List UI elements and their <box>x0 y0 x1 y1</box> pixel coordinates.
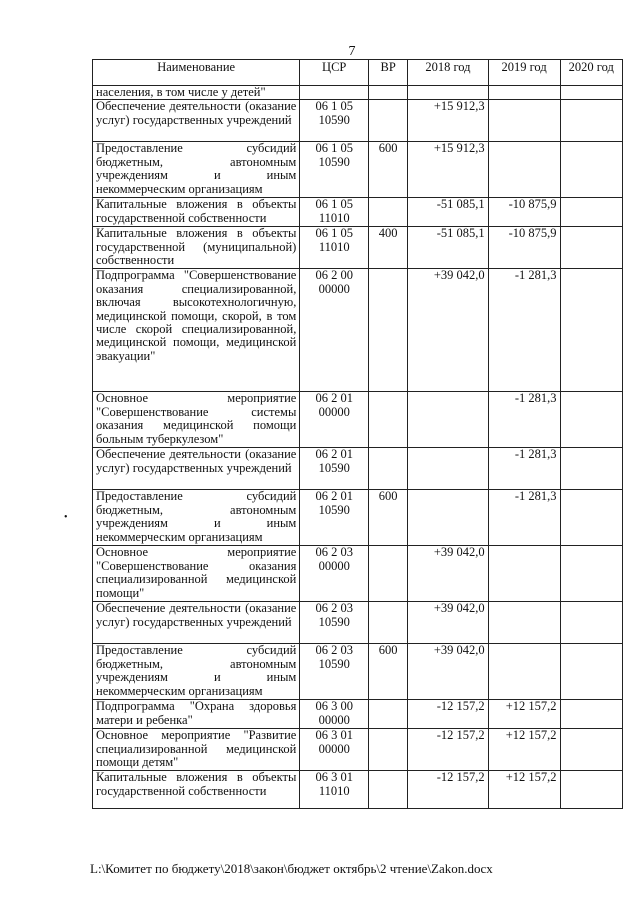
cell-csr <box>300 86 369 100</box>
cell-2019: -10 875,9 <box>488 198 560 227</box>
cell-2019 <box>488 644 560 700</box>
header-vr: ВР <box>369 60 408 86</box>
cell-2018: +39 042,0 <box>408 644 488 700</box>
cell-2019: -1 281,3 <box>488 448 560 490</box>
cell-2020 <box>560 546 622 602</box>
table-row <box>93 546 623 602</box>
cell-name: Капитальные вложения в объекты государственной собственности <box>93 771 300 809</box>
cell-2018 <box>408 490 488 546</box>
cell-name: Капитальные вложения в объекты государственной собственности <box>93 198 300 227</box>
cell-csr: 06 2 01 00000 <box>300 392 369 448</box>
cell-vr <box>369 546 408 602</box>
cell-vr: 400 <box>369 227 408 269</box>
cell-name: населения, в том числе у детей" <box>93 86 300 100</box>
budget-table <box>92 59 623 809</box>
cell-vr <box>369 86 408 100</box>
cell-2019: -1 281,3 <box>488 392 560 448</box>
footer-file-path: L:\Комитет по бюджету\2018\закон\бюджет октябрь\2 чтение\Zakon.docx <box>90 861 493 876</box>
cell-2020 <box>560 392 622 448</box>
header-2020: 2020 год <box>560 60 622 86</box>
cell-name: Подпрограмма "Охрана здоровья матери и ребенка" <box>93 700 300 729</box>
margin-mark: • <box>64 512 68 523</box>
cell-csr: 06 3 00 00000 <box>300 700 369 729</box>
cell-2018: -12 157,2 <box>408 729 488 771</box>
cell-2018: +39 042,0 <box>408 269 488 392</box>
cell-2020 <box>560 142 622 198</box>
cell-2019: +12 157,2 <box>488 700 560 729</box>
table-row <box>93 729 623 771</box>
cell-2019: +12 157,2 <box>488 729 560 771</box>
cell-csr: 06 1 05 11010 <box>300 198 369 227</box>
cell-csr: 06 1 05 10590 <box>300 100 369 142</box>
cell-name: Предоставление субсидий бюджетным, автономным учреждениям и иным некоммерческим организациям <box>93 142 300 198</box>
cell-vr <box>369 602 408 644</box>
cell-csr: 06 2 03 10590 <box>300 602 369 644</box>
cell-2019 <box>488 602 560 644</box>
cell-name: Основное мероприятие "Совершенствование оказания специализированной медицинской помощи" <box>93 546 300 602</box>
cell-vr <box>369 771 408 809</box>
cell-vr <box>369 392 408 448</box>
cell-2020 <box>560 771 622 809</box>
cell-csr: 06 3 01 11010 <box>300 771 369 809</box>
header-2019: 2019 год <box>488 60 560 86</box>
cell-vr <box>369 448 408 490</box>
cell-2020 <box>560 448 622 490</box>
cell-2019: +12 157,2 <box>488 771 560 809</box>
cell-csr: 06 2 01 10590 <box>300 448 369 490</box>
cell-csr: 06 2 01 10590 <box>300 490 369 546</box>
table-row <box>93 602 623 644</box>
page-number: 7 <box>348 44 356 59</box>
cell-vr: 600 <box>369 142 408 198</box>
cell-name: Предоставление субсидий бюджетным, автономным учреждениям и иным некоммерческим организациям <box>93 490 300 546</box>
cell-2018: +15 912,3 <box>408 142 488 198</box>
cell-2019: -1 281,3 <box>488 490 560 546</box>
cell-csr: 06 3 01 00000 <box>300 729 369 771</box>
cell-2020 <box>560 729 622 771</box>
cell-2020 <box>560 198 622 227</box>
table-row <box>93 198 623 227</box>
table-header-row <box>93 60 623 86</box>
cell-name: Капитальные вложения в объекты государственной (муниципальной) собственности <box>93 227 300 269</box>
cell-2019 <box>488 546 560 602</box>
cell-name: Предоставление субсидий бюджетным, автономным учреждениям и иным некоммерческим организациям <box>93 644 300 700</box>
cell-vr <box>369 198 408 227</box>
cell-name: Обеспечение деятельности (оказание услуг) государственных учреждений <box>93 602 300 644</box>
cell-2018: -51 085,1 <box>408 227 488 269</box>
cell-2018: -12 157,2 <box>408 771 488 809</box>
cell-2020 <box>560 269 622 392</box>
cell-2020 <box>560 602 622 644</box>
cell-2019: -10 875,9 <box>488 227 560 269</box>
cell-2018 <box>408 448 488 490</box>
cell-2019: -1 281,3 <box>488 269 560 392</box>
cell-2018: +15 912,3 <box>408 100 488 142</box>
table-row <box>93 86 623 100</box>
cell-csr: 06 2 03 00000 <box>300 546 369 602</box>
cell-vr <box>369 729 408 771</box>
cell-2020 <box>560 644 622 700</box>
cell-2018: +39 042,0 <box>408 546 488 602</box>
table-row <box>93 490 623 546</box>
table-row <box>93 700 623 729</box>
header-name: Наименование <box>93 60 300 86</box>
cell-2019 <box>488 100 560 142</box>
cell-2020 <box>560 100 622 142</box>
cell-csr: 06 1 05 10590 <box>300 142 369 198</box>
cell-2020 <box>560 227 622 269</box>
cell-2020 <box>560 86 622 100</box>
cell-csr: 06 2 03 10590 <box>300 644 369 700</box>
cell-2020 <box>560 490 622 546</box>
cell-2020 <box>560 700 622 729</box>
cell-vr <box>369 700 408 729</box>
cell-vr <box>369 269 408 392</box>
cell-2018 <box>408 392 488 448</box>
header-2018: 2018 год <box>408 60 488 86</box>
cell-2018: +39 042,0 <box>408 602 488 644</box>
cell-vr: 600 <box>369 490 408 546</box>
cell-vr <box>369 100 408 142</box>
table-row <box>93 269 623 392</box>
cell-name: Обеспечение деятельности (оказание услуг) государственных учреждений <box>93 100 300 142</box>
cell-2018: -12 157,2 <box>408 700 488 729</box>
cell-2019 <box>488 86 560 100</box>
table-row <box>93 142 623 198</box>
header-csr: ЦСР <box>300 60 369 86</box>
table-row <box>93 771 623 809</box>
cell-csr: 06 1 05 11010 <box>300 227 369 269</box>
cell-name: Подпрограмма "Совершенствование оказания специализированной, включая высокотехнологичную, медицинской помощи, скорой, в том числе скорой специализированной, медицинской помощи, медицинской эвакуации" <box>93 269 300 392</box>
cell-name: Основное мероприятие "Развитие специализированной медицинской помощи детям" <box>93 729 300 771</box>
table-row <box>93 227 623 269</box>
table-row <box>93 644 623 700</box>
cell-2019 <box>488 142 560 198</box>
cell-2018 <box>408 86 488 100</box>
cell-name: Основное мероприятие "Совершенствование системы оказания медицинской помощи больным туберкулезом" <box>93 392 300 448</box>
cell-csr: 06 2 00 00000 <box>300 269 369 392</box>
cell-vr: 600 <box>369 644 408 700</box>
table-row <box>93 392 623 448</box>
table-row <box>93 100 623 142</box>
table-row <box>93 448 623 490</box>
cell-name: Обеспечение деятельности (оказание услуг) государственных учреждений <box>93 448 300 490</box>
cell-2018: -51 085,1 <box>408 198 488 227</box>
